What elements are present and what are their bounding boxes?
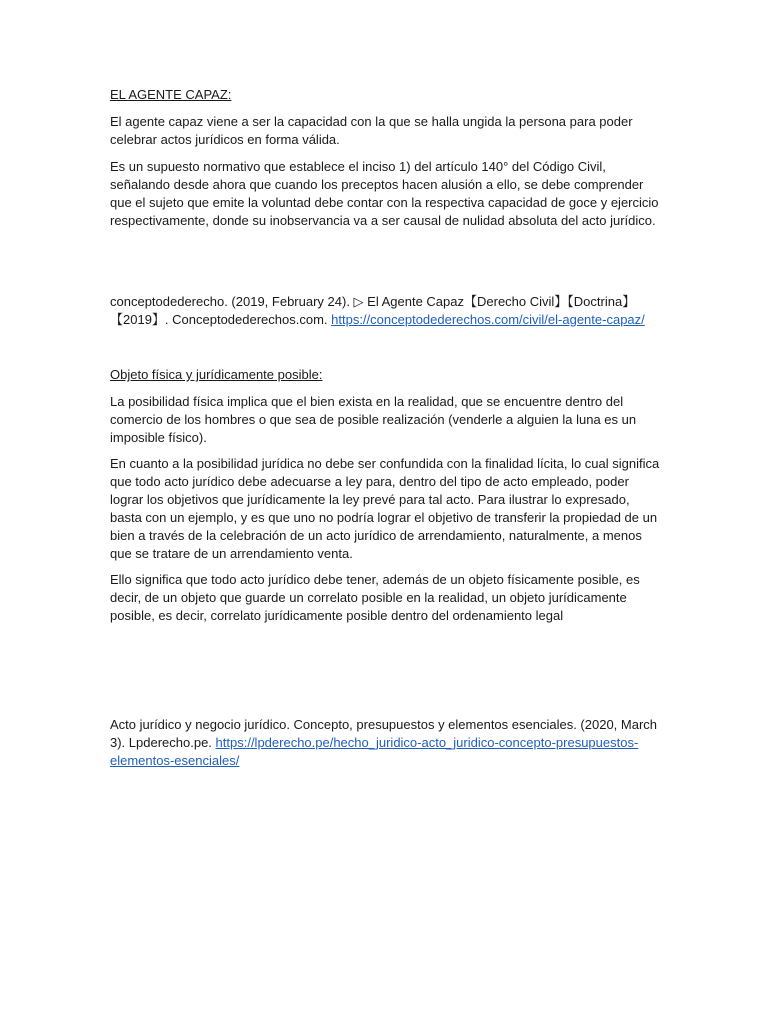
paragraph-agente-capaz-definition: El agente capaz viene a ser la capacidad con la que se halla ungida la persona para poder celebrar actos jurídicos en forma válida. — [110, 114, 633, 147]
paragraph-objeto-juridico: Ello significa que todo acto jurídico debe tener, además de un objeto físicamente posible, es decir, de un objeto que guarde un correlato posible en la realidad, un objeto jurídicamente posible, es decir, correlato jurídicamente posible dentro del ordenamiento legal — [110, 572, 640, 623]
citation-lpderecho — [110, 716, 662, 770]
citation-link[interactable]: https://conceptodederechos.com/civil/el-agente-capaz/ — [331, 312, 645, 327]
citation-text: Acto jurídico y negocio jurídico. Concepto, presupuestos y elementos esenciales. (2020, March 3). Lpderecho.pe. — [110, 717, 658, 750]
paragraph-posibilidad-fisica: La posibilidad física implica que el bien exista en la realidad, que se encuentre dentro del comercio de los hombres o que sea de posible realización (venderle a alguien la luna es un imposible físico). — [110, 394, 637, 445]
citation-text: conceptodederecho. (2019, February 24). ▷ El Agente Capaz【Derecho Civil】【Doctrina】【2019】. Conceptodederechos.com. — [110, 294, 636, 327]
section-heading-objeto-posible: Objeto física y jurídicamente posible: — [110, 367, 323, 382]
section-heading-agente-capaz: EL AGENTE CAPAZ: — [110, 87, 232, 102]
paragraph-posibilidad-juridica: En cuanto a la posibilidad jurídica no debe ser confundida con la finalidad lícita, lo cual significa que todo acto jurídico debe adecuarse a ley para, dentro del tipo de acto empleado, poder lograr los objetivos que jurídicamente la ley prevé para tal acto. Para ilustrar lo expresado, basta con un ejemplo, y es que uno no podría lograr el objetivo de transferir la propiedad de un bien a través de la celebración de un acto jurídico de arrendamiento, naturalmente, a menos que se tratare de un arrendamiento venta. — [110, 456, 660, 561]
citation-agente-capaz — [110, 293, 662, 329]
citation-link[interactable]: https://lpderecho.pe/hecho_juridico-acto_juridico-concepto-presupuestos-elementos-esenciales/ — [110, 735, 639, 768]
paragraph-agente-capaz-norm: Es un supuesto normativo que establece el inciso 1) del artículo 140° del Código Civil, señalando desde ahora que cuando los preceptos hacen alusión a ello, se debe comprender que el sujeto que emite la voluntad debe contar con la respectiva capacidad de goce y ejercicio respectivamente, donde su inobservancia va a ser causal de nulidad absoluta del acto jurídico. — [110, 159, 659, 228]
